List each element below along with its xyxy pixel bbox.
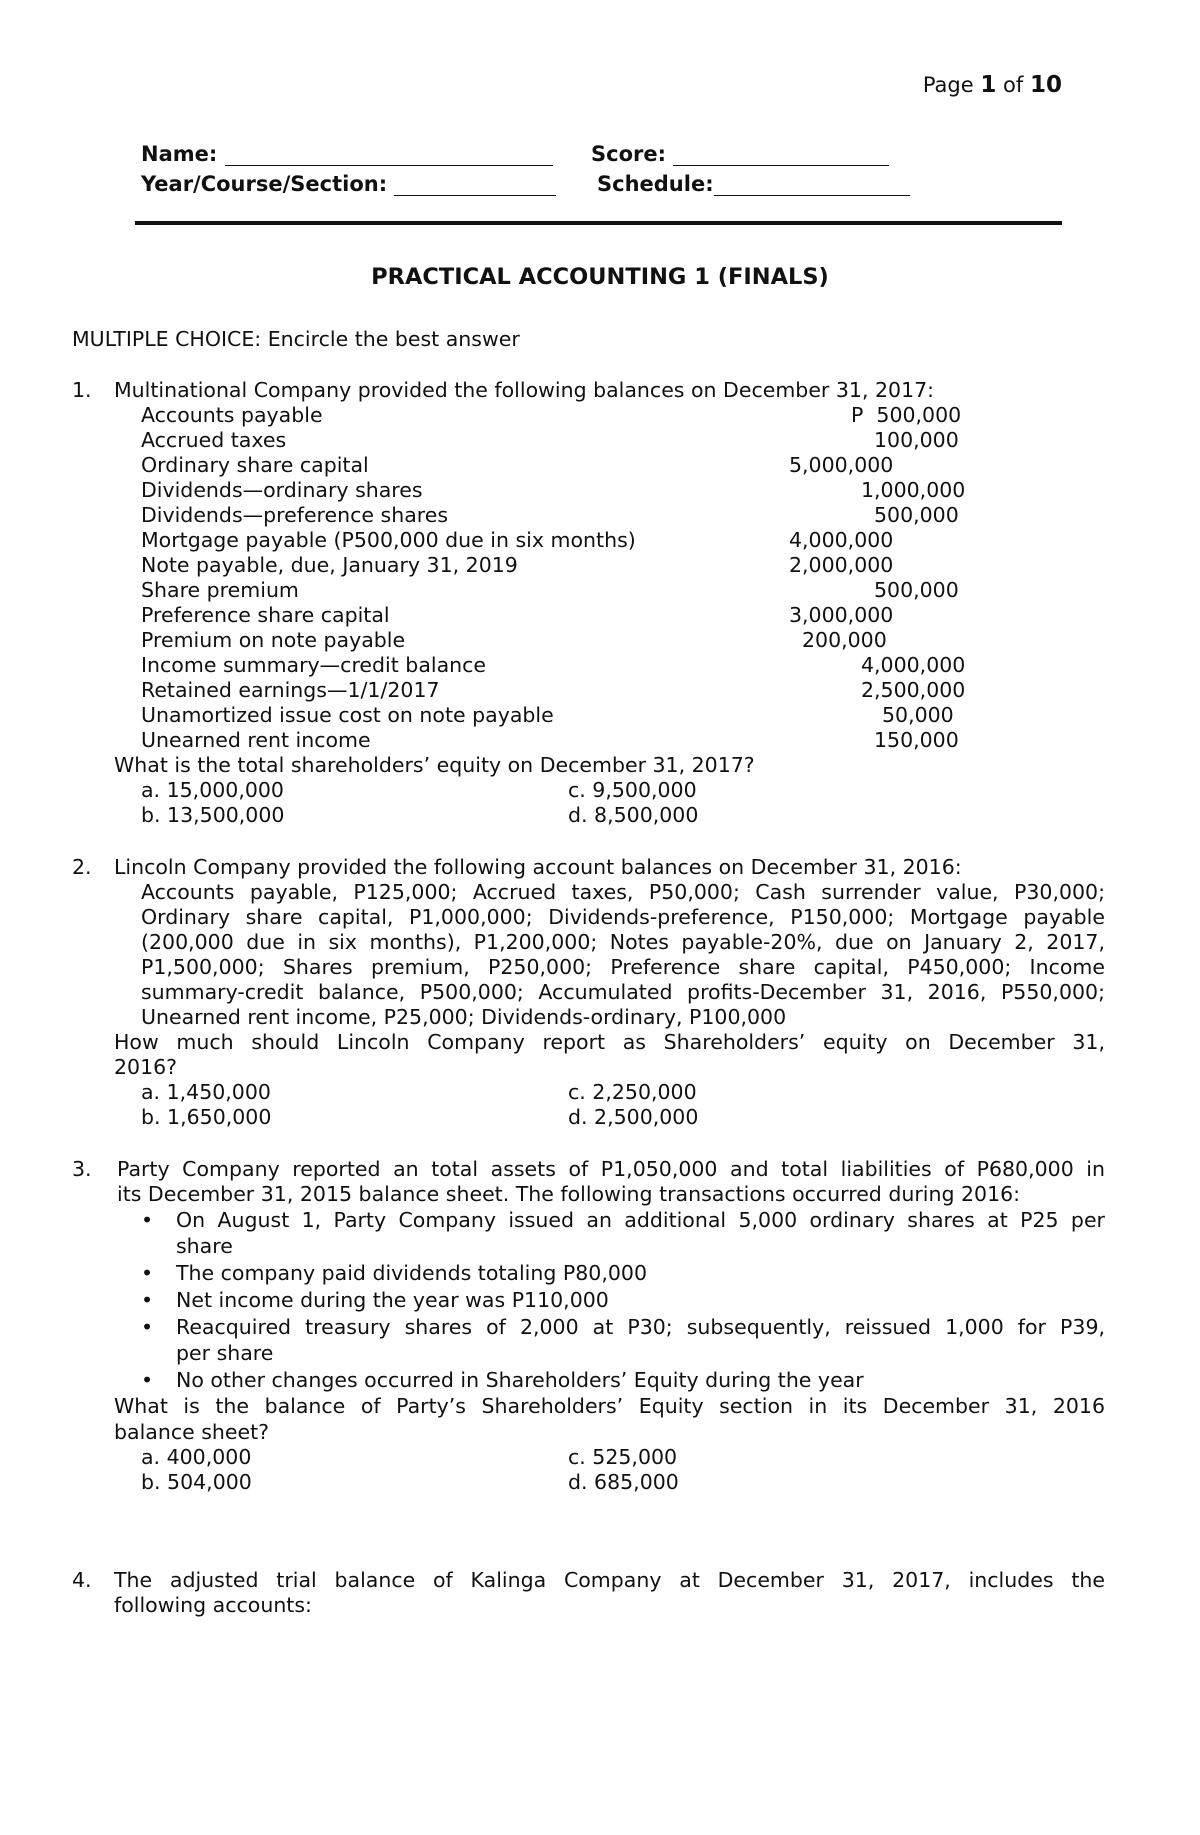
question-prompt: What is the total shareholders’ equity on December 31, 2017? [114, 753, 755, 777]
header-divider [135, 221, 1062, 225]
question-number: 3. [72, 1157, 92, 1181]
question-stem: Lincoln Company provided the following account balances on December 31, 2016: [114, 855, 962, 879]
account-row: Unamortized issue cost on note payable 50,000 [141, 703, 954, 727]
account-row: Preference share capital 3,000,000 [141, 603, 894, 627]
name-line[interactable] [225, 147, 553, 166]
choice-d[interactable]: d. 8,500,000 [568, 803, 699, 827]
choice-b[interactable]: b. 1,650,000 [141, 1105, 272, 1129]
choice-c[interactable]: c. 2,250,000 [568, 1080, 697, 1104]
account-row: Ordinary share capital 5,000,000 [141, 453, 894, 477]
ycs-line[interactable] [394, 177, 556, 196]
choice-a[interactable]: a. 15,000,000 [141, 778, 284, 802]
choice-a[interactable]: a. 400,000 [141, 1445, 252, 1469]
bullet-text: The company paid dividends totaling P80,000 [176, 1261, 647, 1285]
choice-d[interactable]: d. 2,500,000 [568, 1105, 699, 1129]
question-body-line: Unearned rent income, P25,000; Dividends-ordinary, P100,000 [141, 1005, 787, 1029]
choice-c[interactable]: c. 525,000 [568, 1445, 678, 1469]
bullet-icon: • [141, 1315, 154, 1339]
question-body-line: P1,500,000; Shares premium, P250,000; Preference share capital, P450,000; Income [141, 955, 1105, 979]
account-row: Share premium 500,000 [141, 578, 959, 602]
bullet-text-cont: per share [176, 1341, 274, 1365]
question-number: 2. [72, 855, 92, 879]
bullet-text: Reacquired treasury shares of 2,000 at P30; subsequently, reissued 1,000 for P39, [176, 1315, 1105, 1339]
bullet-icon: • [141, 1261, 154, 1285]
choice-c[interactable]: c. 9,500,000 [568, 778, 697, 802]
score-field[interactable]: Score: [591, 142, 889, 166]
choice-d[interactable]: d. 685,000 [568, 1470, 679, 1494]
question-prompt-cont: balance sheet? [114, 1420, 270, 1444]
bullet-icon: • [141, 1288, 154, 1312]
question-body-line: summary-credit balance, P500,000; Accumulated profits-December 31, 2016, P550,000; [141, 980, 1105, 1004]
schedule-line[interactable] [714, 177, 910, 196]
question-number: 1. [72, 378, 92, 402]
choice-b[interactable]: b. 504,000 [141, 1470, 252, 1494]
question-prompt: What is the balance of Party’s Shareholders’ Equity section in its December 31, 2016 [114, 1394, 1105, 1418]
question-prompt-cont: 2016? [114, 1055, 178, 1079]
choice-b[interactable]: b. 13,500,000 [141, 803, 285, 827]
account-row: Note payable, due, January 31, 2019 2,000,000 [141, 553, 894, 577]
instructions: MULTIPLE CHOICE: Encircle the best answer [72, 327, 520, 351]
account-row: Dividends—preference shares 500,000 [141, 503, 959, 527]
account-row: Retained earnings—1/1/2017 2,500,000 [141, 678, 966, 702]
bullet-text-cont: share [176, 1234, 233, 1258]
bullet-text: No other changes occurred in Shareholders’ Equity during the year [176, 1368, 864, 1392]
account-row: Premium on note payable 200,000 [141, 628, 887, 652]
question-body-line: Ordinary share capital, P1,000,000; Dividends-preference, P150,000; Mortgage payable [141, 905, 1105, 929]
schedule-field[interactable]: Schedule: [597, 172, 910, 196]
question-stem: Party Company reported an total assets of P1,050,000 and total liabilities of P680,000 in [117, 1157, 1105, 1181]
question-body-line: (200,000 due in six months), P1,200,000; Notes payable-20%, due on January 2, 2017, [141, 930, 1105, 954]
account-row: Accounts payable P 500,000 [141, 403, 962, 427]
bullet-icon: • [141, 1208, 154, 1232]
bullet-icon: • [141, 1368, 154, 1392]
question-stem: Multinational Company provided the following balances on December 31, 2017: [114, 378, 935, 402]
account-row: Unearned rent income 150,000 [141, 728, 959, 752]
question-stem: The adjusted trial balance of Kalinga Company at December 31, 2017, includes the [114, 1568, 1105, 1592]
bullet-text: On August 1, Party Company issued an additional 5,000 ordinary shares at P25 per [176, 1208, 1105, 1232]
account-row: Income summary—credit balance 4,000,000 [141, 653, 966, 677]
name-field[interactable]: Name: [141, 142, 553, 166]
score-line[interactable] [673, 147, 889, 166]
question-prompt: How much should Lincoln Company report as Shareholders’ equity on December 31, [114, 1030, 1105, 1054]
account-row: Mortgage payable (P500,000 due in six months) 4,000,000 [141, 528, 894, 552]
account-row: Dividends—ordinary shares 1,000,000 [141, 478, 966, 502]
account-row: Accrued taxes 100,000 [141, 428, 959, 452]
year-course-section-field[interactable]: Year/Course/Section: [141, 172, 556, 196]
question-stem-cont: its December 31, 2015 balance sheet. The following transactions occurred during 2016: [117, 1182, 1021, 1206]
exam-title: PRACTICAL ACCOUNTING 1 (FINALS) [371, 264, 829, 290]
bullet-text: Net income during the year was P110,000 [176, 1288, 609, 1312]
page-number: Page 1 of 10 [922, 72, 1062, 98]
question-body-line: Accounts payable, P125,000; Accrued taxes, P50,000; Cash surrender value, P30,000; [141, 880, 1105, 904]
question-number: 4. [72, 1568, 92, 1592]
question-stem-cont: following accounts: [114, 1593, 312, 1617]
choice-a[interactable]: a. 1,450,000 [141, 1080, 271, 1104]
